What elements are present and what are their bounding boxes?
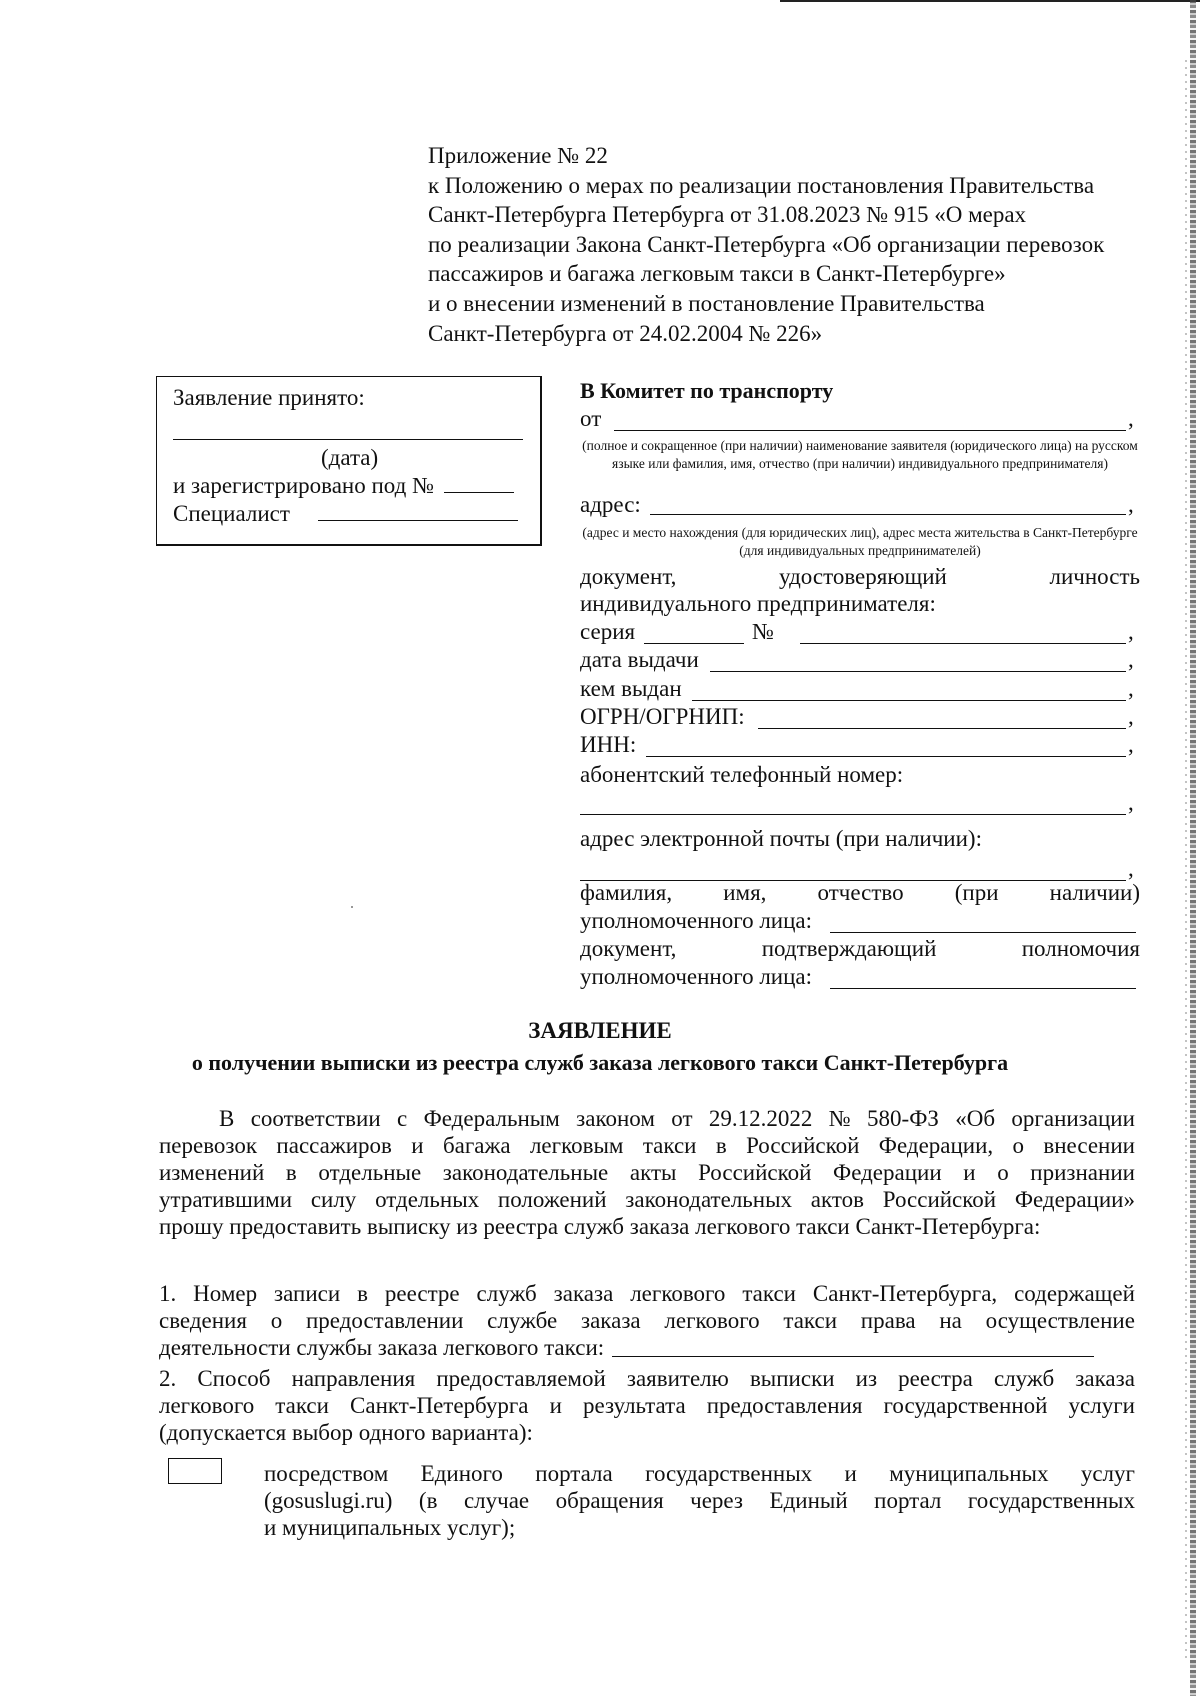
- word: Российской: [698, 1160, 812, 1185]
- word: заказа: [581, 1308, 641, 1333]
- word: актов: [810, 1187, 864, 1212]
- issue-date-label: дата выдачи: [580, 647, 699, 672]
- word: услуги: [1068, 1393, 1135, 1418]
- word: результата: [583, 1393, 686, 1418]
- item-1: [159, 1280, 1135, 1361]
- word: (в: [418, 1488, 438, 1513]
- word: легковым: [529, 1133, 624, 1158]
- word: силу: [310, 1187, 357, 1212]
- word: служб: [476, 1281, 537, 1306]
- scan-right-edge-inner: [1185, 60, 1187, 1660]
- word: В: [219, 1106, 235, 1131]
- word: заказа: [1075, 1366, 1135, 1391]
- stamp-date-caption: (дата): [321, 445, 379, 470]
- comma: ,: [1128, 732, 1134, 757]
- issued-by-field[interactable]: [692, 676, 1126, 701]
- word: направления: [291, 1366, 416, 1391]
- word: личность: [1049, 564, 1140, 589]
- word: соответствии: [250, 1106, 381, 1131]
- recipient-title: В Комитет по транспорту: [580, 378, 834, 403]
- word: признании: [1030, 1160, 1135, 1185]
- stamp-date-line[interactable]: [173, 439, 523, 440]
- ogrn-field[interactable]: [758, 704, 1126, 729]
- word: заявителю: [626, 1366, 729, 1391]
- word: и: [549, 1393, 562, 1418]
- comma: ,: [1128, 406, 1134, 431]
- word: от: [671, 1106, 693, 1131]
- word: осуществление: [985, 1308, 1135, 1333]
- scan-speck: [351, 906, 353, 908]
- word: легкового: [664, 1308, 760, 1333]
- word: в: [715, 1133, 727, 1158]
- comma: ,: [1128, 492, 1134, 517]
- word: и: [963, 1160, 976, 1185]
- stamp-specialist-label: Специалист: [173, 501, 290, 526]
- word: №: [828, 1106, 851, 1131]
- from-field[interactable]: [614, 406, 1126, 431]
- id-document-line2: индивидуального предпринимателя:: [580, 591, 936, 616]
- comma: ,: [1128, 856, 1134, 881]
- word: отдельных: [375, 1187, 480, 1212]
- stamp-specialist-row: [173, 501, 518, 527]
- word: 1.: [159, 1281, 177, 1306]
- address-label: адрес:: [580, 492, 641, 517]
- issue-date-field[interactable]: [710, 647, 1126, 672]
- word: фамилия,: [580, 880, 673, 905]
- word: государственных: [645, 1461, 813, 1486]
- paragraph-line: [264, 1460, 1135, 1487]
- word: сведения: [159, 1308, 247, 1333]
- item1-label: деятельности службы заказа легкового такси:: [159, 1335, 605, 1360]
- ogrn-label: ОГРН/ОГРНИП:: [580, 704, 745, 729]
- word: о: [997, 1160, 1009, 1185]
- annex-line: и о внесении изменений в постановление Правительства: [428, 290, 985, 316]
- word: законодательные: [442, 1160, 609, 1185]
- word: с: [397, 1106, 408, 1131]
- paragraph-line: [159, 1186, 1135, 1213]
- word: организации: [1011, 1106, 1135, 1131]
- word: Российской: [882, 1187, 997, 1212]
- comma: ,: [1128, 676, 1134, 701]
- series-field[interactable]: [644, 619, 744, 644]
- word: (при: [954, 880, 999, 905]
- word: в: [285, 1160, 297, 1185]
- word: Номер: [193, 1281, 258, 1306]
- paragraph-line: [159, 1307, 1135, 1334]
- scan-top-edge: [780, 0, 1200, 2]
- id-document-line: [580, 564, 1140, 590]
- proxy-name-field[interactable]: [830, 908, 1136, 933]
- phone-label: абонентский телефонный номер:: [580, 762, 904, 787]
- word: Федерации: [833, 1160, 942, 1185]
- word: 29.12.2022: [708, 1106, 813, 1131]
- comma: ,: [1128, 647, 1134, 672]
- proxy-name-label: уполномоченного лица:: [580, 908, 813, 933]
- word: 2.: [159, 1366, 177, 1391]
- word: 580-ФЗ: [867, 1106, 939, 1131]
- number-sign: №: [752, 619, 774, 644]
- proxy-name-line: [580, 880, 1140, 906]
- word: документ,: [580, 936, 677, 961]
- word: Российской: [746, 1133, 860, 1158]
- annex-header: [428, 141, 1104, 348]
- word: государственных: [967, 1488, 1135, 1513]
- word: и: [411, 1133, 424, 1158]
- doc-number-field[interactable]: [800, 619, 1126, 644]
- word: полномочия: [1021, 936, 1140, 961]
- from-label: от: [580, 406, 602, 431]
- word: права: [860, 1308, 916, 1333]
- proxy-doc-label: уполномоченного лица:: [580, 964, 813, 989]
- word: отчество: [817, 880, 904, 905]
- word: предоставлении: [305, 1308, 464, 1333]
- word: такси: [275, 1393, 329, 1418]
- issued-by-label: кем выдан: [580, 676, 682, 701]
- proxy-doc-field[interactable]: [830, 964, 1136, 989]
- word: о: [270, 1308, 283, 1333]
- paragraph-line: [159, 1392, 1135, 1419]
- word: государственной: [883, 1393, 1048, 1418]
- word: такси: [642, 1133, 697, 1158]
- option-gosuslugi: [264, 1460, 1135, 1541]
- document-subtitle: о получении выписки из реестра служб заказа легкового такси Санкт-Петербурга: [191, 1050, 1009, 1075]
- paragraph-line: [159, 1132, 1135, 1159]
- from-note: (полное и сокращенное (при наличии) наименование заявителя (юридического лица) на русском языке или фамилия, имя, отчество (при наличии) индивидуального предпринимателя): [582, 438, 1138, 471]
- word: в: [357, 1281, 368, 1306]
- word: такси: [783, 1308, 838, 1333]
- word: портал: [874, 1488, 942, 1513]
- word: перевозок: [159, 1133, 258, 1158]
- series-label: серия: [580, 619, 636, 644]
- word: багажа: [442, 1133, 511, 1158]
- intro-paragraph: [159, 1105, 1135, 1240]
- word: записи: [274, 1281, 341, 1306]
- word: законодательных: [625, 1187, 793, 1212]
- word: (gosuslugi.ru): [264, 1488, 393, 1513]
- word: Способ: [197, 1366, 271, 1391]
- word: легкового: [630, 1281, 726, 1306]
- word: наличии): [1049, 880, 1140, 905]
- word: утратившими: [159, 1187, 293, 1212]
- paragraph-line: [159, 1105, 1135, 1132]
- word: Единого: [420, 1461, 503, 1486]
- paragraph-line: [264, 1487, 1135, 1514]
- stamp-specialist-field[interactable]: [318, 520, 518, 521]
- paragraph-line: [159, 1365, 1135, 1392]
- word: содержащей: [1014, 1281, 1135, 1306]
- word: Федерации»: [1014, 1187, 1135, 1212]
- annex-line: Приложение № 22: [428, 143, 608, 168]
- word: через: [690, 1488, 744, 1513]
- word: на: [939, 1308, 962, 1333]
- word: предоставляемой: [436, 1366, 606, 1391]
- word: случае: [463, 1488, 530, 1513]
- word: документ,: [580, 564, 677, 589]
- address-field[interactable]: [650, 490, 1126, 515]
- item-2: [159, 1365, 1135, 1446]
- email-field[interactable]: [580, 856, 1126, 881]
- word: о: [1012, 1133, 1025, 1158]
- word: подтверждающий: [761, 936, 937, 961]
- word: выписки: [749, 1366, 835, 1391]
- word: обращения: [555, 1488, 664, 1513]
- word: легкового: [159, 1393, 255, 1418]
- word: законом: [576, 1106, 655, 1131]
- option-gosuslugi-checkbox[interactable]: [168, 1458, 222, 1484]
- email-label: адрес электронной почты (при наличии):: [580, 826, 982, 851]
- word: Санкт-Петербурга,: [812, 1281, 998, 1306]
- comma: ,: [1128, 619, 1134, 644]
- proxy-doc-line: [580, 936, 1140, 962]
- word: внесении: [1043, 1133, 1135, 1158]
- registration-stamp-box: [156, 376, 542, 546]
- word: портала: [535, 1461, 613, 1486]
- word: реестре: [384, 1281, 460, 1306]
- word: Единый: [769, 1488, 848, 1513]
- stamp-accepted-label: Заявление принято:: [173, 385, 365, 410]
- registry-entry-number-field[interactable]: [612, 1334, 1094, 1357]
- word: такси: [742, 1281, 796, 1306]
- paragraph-line: [159, 1280, 1135, 1307]
- word: услуг: [1080, 1461, 1135, 1486]
- paragraph-line: прошу предоставить выписку из реестра служб заказа легкового такси Санкт-Петербурга:: [159, 1214, 1041, 1239]
- stamp-reg-number-field[interactable]: [444, 492, 514, 493]
- annex-line: Санкт-Петербурга Петербурга от 31.08.2023 № 915 «О мерах: [428, 202, 1027, 228]
- comma: ,: [1128, 704, 1134, 729]
- stamp-registered-label: и зарегистрировано под №: [173, 473, 435, 498]
- word: пассажиров: [276, 1133, 392, 1158]
- paragraph-line: и муниципальных услуг);: [264, 1515, 516, 1540]
- phone-field[interactable]: [580, 790, 1126, 815]
- word: «Об: [955, 1106, 996, 1131]
- inn-field[interactable]: [646, 732, 1126, 757]
- word: из: [855, 1366, 878, 1391]
- paragraph-line: [159, 1159, 1135, 1186]
- word: заказа: [553, 1281, 614, 1306]
- word: удостоверяющий: [779, 564, 947, 589]
- word: служб: [994, 1366, 1055, 1391]
- word: муниципальных: [889, 1461, 1049, 1486]
- document-title: ЗАЯВЛЕНИЕ: [528, 1018, 672, 1043]
- annex-line: пассажиров и багажа легковым такси в Санкт-Петербурге»: [428, 261, 1006, 287]
- comma: ,: [1128, 790, 1134, 815]
- word: Федеральным: [423, 1106, 560, 1131]
- inn-label: ИНН:: [580, 732, 637, 757]
- word: реестра: [898, 1366, 973, 1391]
- annex-line: Санкт-Петербурга от 24.02.2004 № 226»: [428, 320, 823, 346]
- word: службе: [487, 1308, 558, 1333]
- word: изменений: [159, 1160, 265, 1185]
- word: отдельные: [318, 1160, 422, 1185]
- word: посредством: [264, 1461, 389, 1486]
- paragraph-line: (допускается выбор одного варианта):: [159, 1420, 533, 1445]
- paragraph-line: [159, 1334, 1135, 1361]
- annex-line: к Положению о мерах по реализации постановления Правительства: [428, 172, 1095, 198]
- word: имя,: [723, 880, 767, 905]
- word: Федерации,: [878, 1133, 994, 1158]
- word: положений: [497, 1187, 607, 1212]
- address-note: (адрес и место нахождения (для юридических лиц), адрес места жительства в Санкт-Петербурге (для индивидуальных предпринимателей): [582, 525, 1138, 558]
- scan-right-edge: [1190, 0, 1196, 1696]
- annex-line: по реализации Закона Санкт-Петербурга «Об организации перевозок: [428, 231, 1105, 257]
- stamp-registered-row: [173, 473, 514, 499]
- word: акты: [629, 1160, 677, 1185]
- word: предоставления: [706, 1393, 863, 1418]
- word: и: [844, 1461, 857, 1486]
- word: Санкт-Петербурга: [350, 1393, 529, 1418]
